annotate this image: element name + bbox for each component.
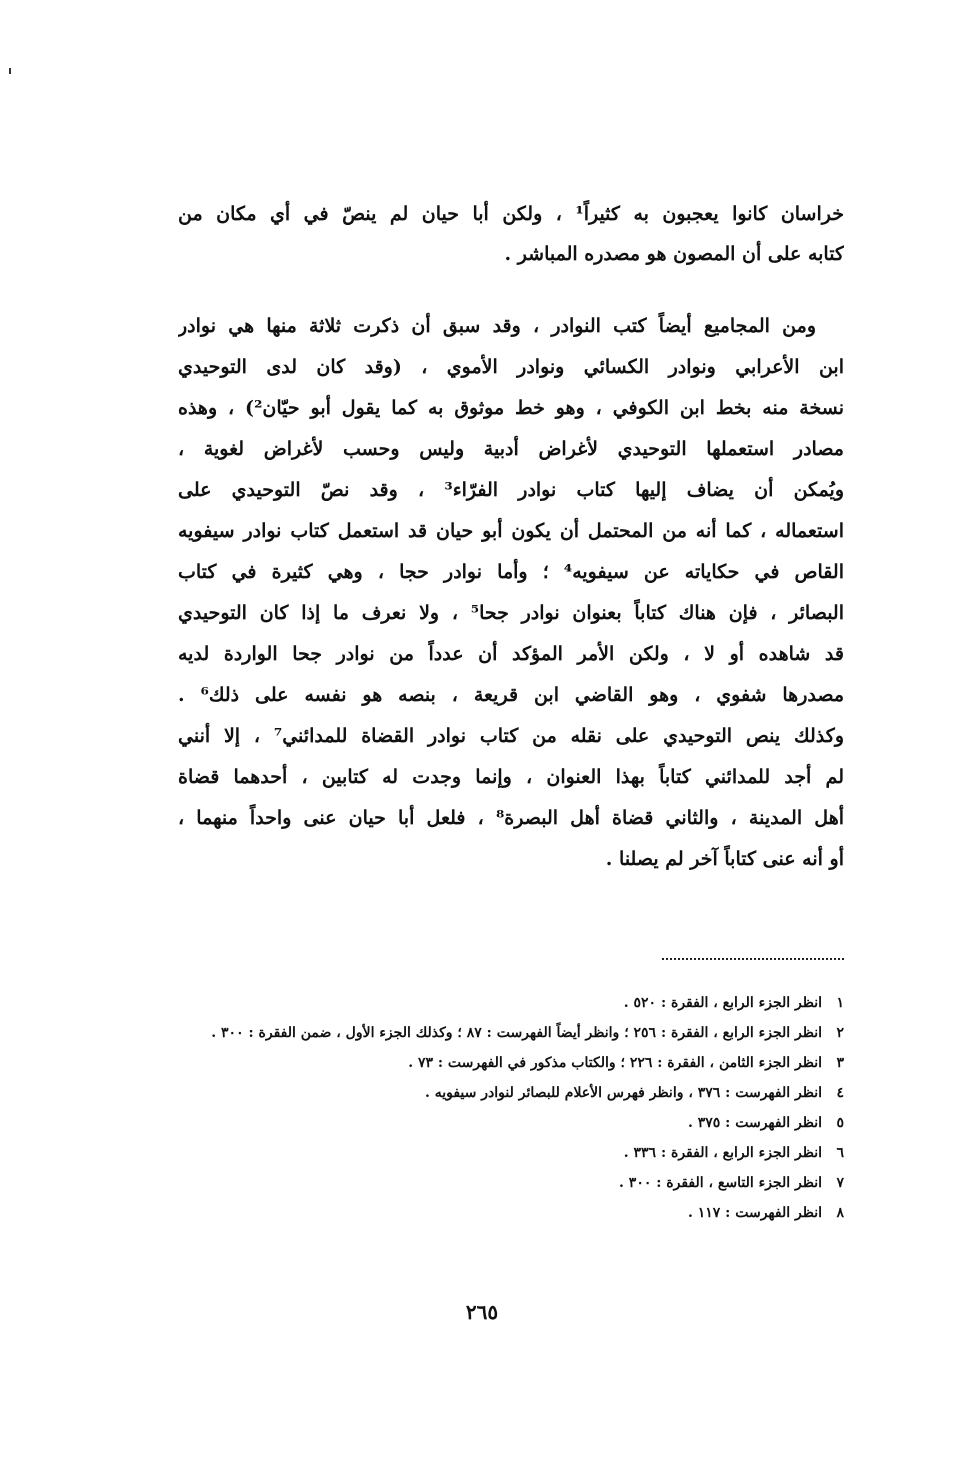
- text-line: استعماله ، كما أنه من المحتمل أن يكون أبو حيان قد استعمل كتاب نوادر سيفويه: [178, 520, 844, 542]
- footnote-text: انظر الفهرست : ١١٧ .: [688, 1205, 822, 1221]
- text-line: البصائر ، فإن هناك كتاباً بعنوان نوادر جحا⁵ ، ولا نعرف ما إذا كان التوحيدي: [178, 602, 844, 624]
- footnote-text: انظر الجزء الرابع ، الفقرة : ٢٥٦ ؛ وانظر أيضاً الفهرست : ٨٧ ؛ وكذلك الجزء الأول ، ضمن الفقرة : ٣٠٠ .: [211, 1025, 822, 1041]
- footnote-number: ٥: [836, 1115, 844, 1131]
- text-line: خراسان كانوا يعجبون به كثيراً¹ ، ولكن أبا حيان لم ينصّ في أي مكان من: [178, 203, 844, 225]
- text-line: ابن الأعرابي ونوادر الكسائي ونوادر الأموي ، (وقد كان لدى التوحيدي: [178, 356, 844, 378]
- footnote-number: ٦: [836, 1145, 844, 1161]
- footnote-number: ١: [836, 995, 844, 1011]
- footnote-item: [170, 1018, 844, 1048]
- text-line: القاص في حكاياته عن سيفويه⁴ ؛ وأما نوادر حجا ، وهي كثيرة في كتاب: [178, 561, 844, 583]
- footnote-text: انظر الجزء التاسع ، الفقرة : ٣٠٠ .: [619, 1175, 822, 1191]
- footnote-text: انظر الجزء الرابع ، الفقرة : ٣٣٦ .: [623, 1145, 822, 1161]
- footnote-text: انظر الجزء الثامن ، الفقرة : ٢٢٦ ؛ والكتاب مذكور في الفهرست : ٧٣ .: [408, 1055, 822, 1071]
- body-paragraph: [178, 306, 844, 880]
- footnote-item: [170, 1108, 844, 1138]
- footnote-number: ٤: [836, 1085, 844, 1101]
- footnote-item: [170, 1048, 844, 1078]
- footnote-number: ٨: [836, 1205, 844, 1221]
- footnote-number: ٣: [836, 1055, 844, 1071]
- footnote-number: ٢: [836, 1025, 844, 1041]
- page-number: ٢٦٥: [465, 1300, 499, 1324]
- footnote-text: انظر الفهرست : ٣٧٦ ، وانظر فهرس الأعلام للبصائر لنوادر سيفويه .: [424, 1085, 822, 1101]
- text-line: مصدرها شفوي ، وهو القاضي ابن قريعة ، بنصه هو نفسه على ذلك⁶ .: [178, 684, 844, 706]
- footnote-item: [170, 1168, 844, 1198]
- intro-paragraph: [178, 194, 844, 274]
- footnote-text: انظر الجزء الرابع ، الفقرة : ٥٢٠ .: [623, 995, 822, 1011]
- footnote-item: [170, 988, 844, 1018]
- text-line: أهل المدينة ، والثاني قضاة أهل البصرة⁸ ، فلعل أبا حيان عنى واحداً منهما ،: [178, 807, 844, 829]
- footnote-text: انظر الفهرست : ٣٧٥ .: [688, 1115, 822, 1131]
- text-line: وكذلك ينص التوحيدي على نقله من كتاب نوادر القضاة للمدائني⁷ ، إلا أنني: [178, 725, 844, 747]
- footnote-item: [170, 1138, 844, 1168]
- footnote-item: [170, 1198, 844, 1228]
- text-line: ومن المجاميع أيضاً كتب النوادر ، وقد سبق أن ذكرت ثلاثة منها هي نوادر: [178, 315, 816, 337]
- text-line: لم أجد للمدائني كتاباً بهذا العنوان ، وإنما وجدت له كتابين ، أحدهما قضاة: [178, 766, 844, 788]
- footnote-separator: [662, 958, 844, 960]
- text-line: أو أنه عنى كتاباً آخر لم يصلنا .: [605, 848, 844, 870]
- text-line: نسخة منه بخط ابن الكوفي ، وهو خط موثوق به كما يقول أبو حيّان²) ، وهذه: [178, 397, 844, 419]
- text-line: ويُمكن أن يضاف إليها كتاب نوادر الفرّاء³ ، وقد نصّ التوحيدي على: [178, 479, 844, 501]
- text-line: مصادر استعملها التوحيدي لأغراض أدبية وليس وحسب لأغراض لغوية ،: [178, 438, 844, 460]
- footnotes: [170, 988, 844, 1228]
- footnote-number: ٧: [836, 1175, 844, 1191]
- footnote-item: [170, 1078, 844, 1108]
- margin-mark: [9, 68, 11, 74]
- text-line: قد شاهده أو لا ، ولكن الأمر المؤكد أن عدداً من نوادر جحا الواردة لديه: [178, 643, 844, 665]
- text-line: كتابه على أن المصون هو مصدره المباشر .: [504, 243, 844, 265]
